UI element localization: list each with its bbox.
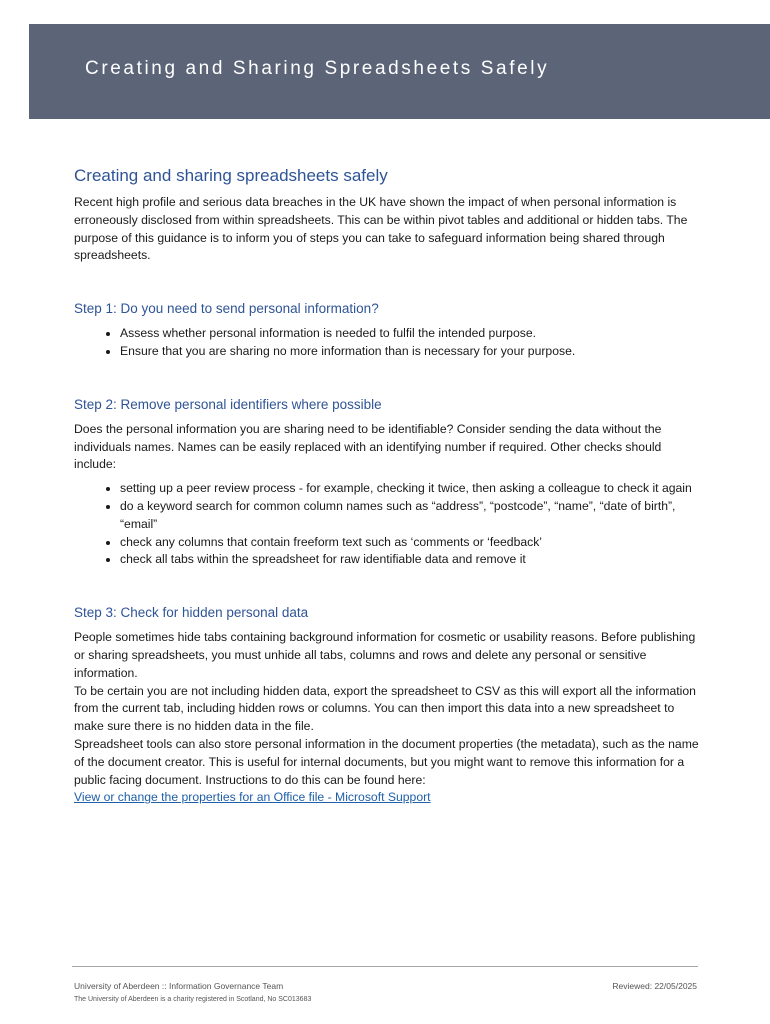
list-item: • check all tabs within the spreadsheet for raw identifiable data and remove it: [120, 551, 704, 569]
microsoft-support-link[interactable]: View or change the properties for an Office file - Microsoft Support: [74, 790, 431, 805]
intro-heading: Creating and sharing spreadsheets safely: [74, 166, 388, 185]
footer-team: University of Aberdeen :: Information Governance Team: [74, 981, 284, 991]
footer-reviewed-date: Reviewed: 22/05/2025: [612, 981, 697, 991]
list-item: • setting up a peer review process - for example, checking it twice, then asking a colleague to check it again: [120, 480, 704, 498]
intro-paragraph: Recent high profile and serious data breaches in the UK have shown the impact of when personal information is erroneously disclosed from within spreadsheets. This can be within pivot tables and additional or hidden tabs. The purpose of this guidance is to inform you of steps you can take to safeguard information being shared through spreadsheets.: [74, 195, 688, 263]
list-item: • do a keyword search for common column names such as “address”, “postcode”, “name”, “date of birth”, “email”: [120, 498, 704, 534]
step3-paragraph-3: Spreadsheet tools can also store personal information in the document properties (the metadata), such as the name of the document creator. This is useful for internal documents, but you might want to remove this information for a public facing document. Instructions to do this can be found here:: [74, 736, 699, 787]
footer-charity-notice: The University of Aberdeen is a charity registered in Scotland, No SC013683: [74, 996, 312, 1003]
step3-link-line: [74, 789, 704, 807]
step1-section: [74, 299, 704, 361]
intro-section: [74, 164, 704, 265]
step2-list: [74, 480, 704, 569]
step2-paragraph: Does the personal information you are sharing need to be identifiable? Consider sending the data without the individuals names. Names can be easily replaced with an identifying number if required. Other checks should include:: [74, 421, 662, 472]
step2-section: [74, 395, 704, 569]
step3-paragraph-1: People sometimes hide tabs containing background information for cosmetic or usability reasons. Before publishing or sharing spreadsheets, you must unhide all tabs, columns and rows and delete any personal or sensitive information.: [74, 630, 696, 680]
footer-divider: [72, 966, 698, 967]
document-title: Creating and Sharing Spreadsheets Safely: [85, 58, 550, 79]
document-body: [74, 164, 704, 807]
step2-heading: Step 2: Remove personal identifiers where possible: [74, 396, 382, 412]
step1-heading: Step 1: Do you need to send personal information?: [74, 301, 379, 317]
list-item: • Ensure that you are sharing no more information than is necessary for your purpose.: [120, 343, 704, 361]
list-item: • Assess whether personal information is needed to fulfil the intended purpose.: [120, 325, 704, 343]
step1-list: [74, 325, 704, 361]
step3-paragraph-2: To be certain you are not including hidden data, export the spreadsheet to CSV as this will export all the information from the current tab, including hidden rows or columns. You can then import this data into a new spreadsheet to make sure there is no hidden data in the file.: [74, 683, 696, 734]
step3-section: [74, 603, 704, 807]
step3-heading: Step 3: Check for hidden personal data: [74, 605, 309, 621]
list-item: • check any columns that contain freeform text such as ‘comments or ‘feedback’: [120, 534, 704, 552]
header-banner: [29, 24, 770, 119]
